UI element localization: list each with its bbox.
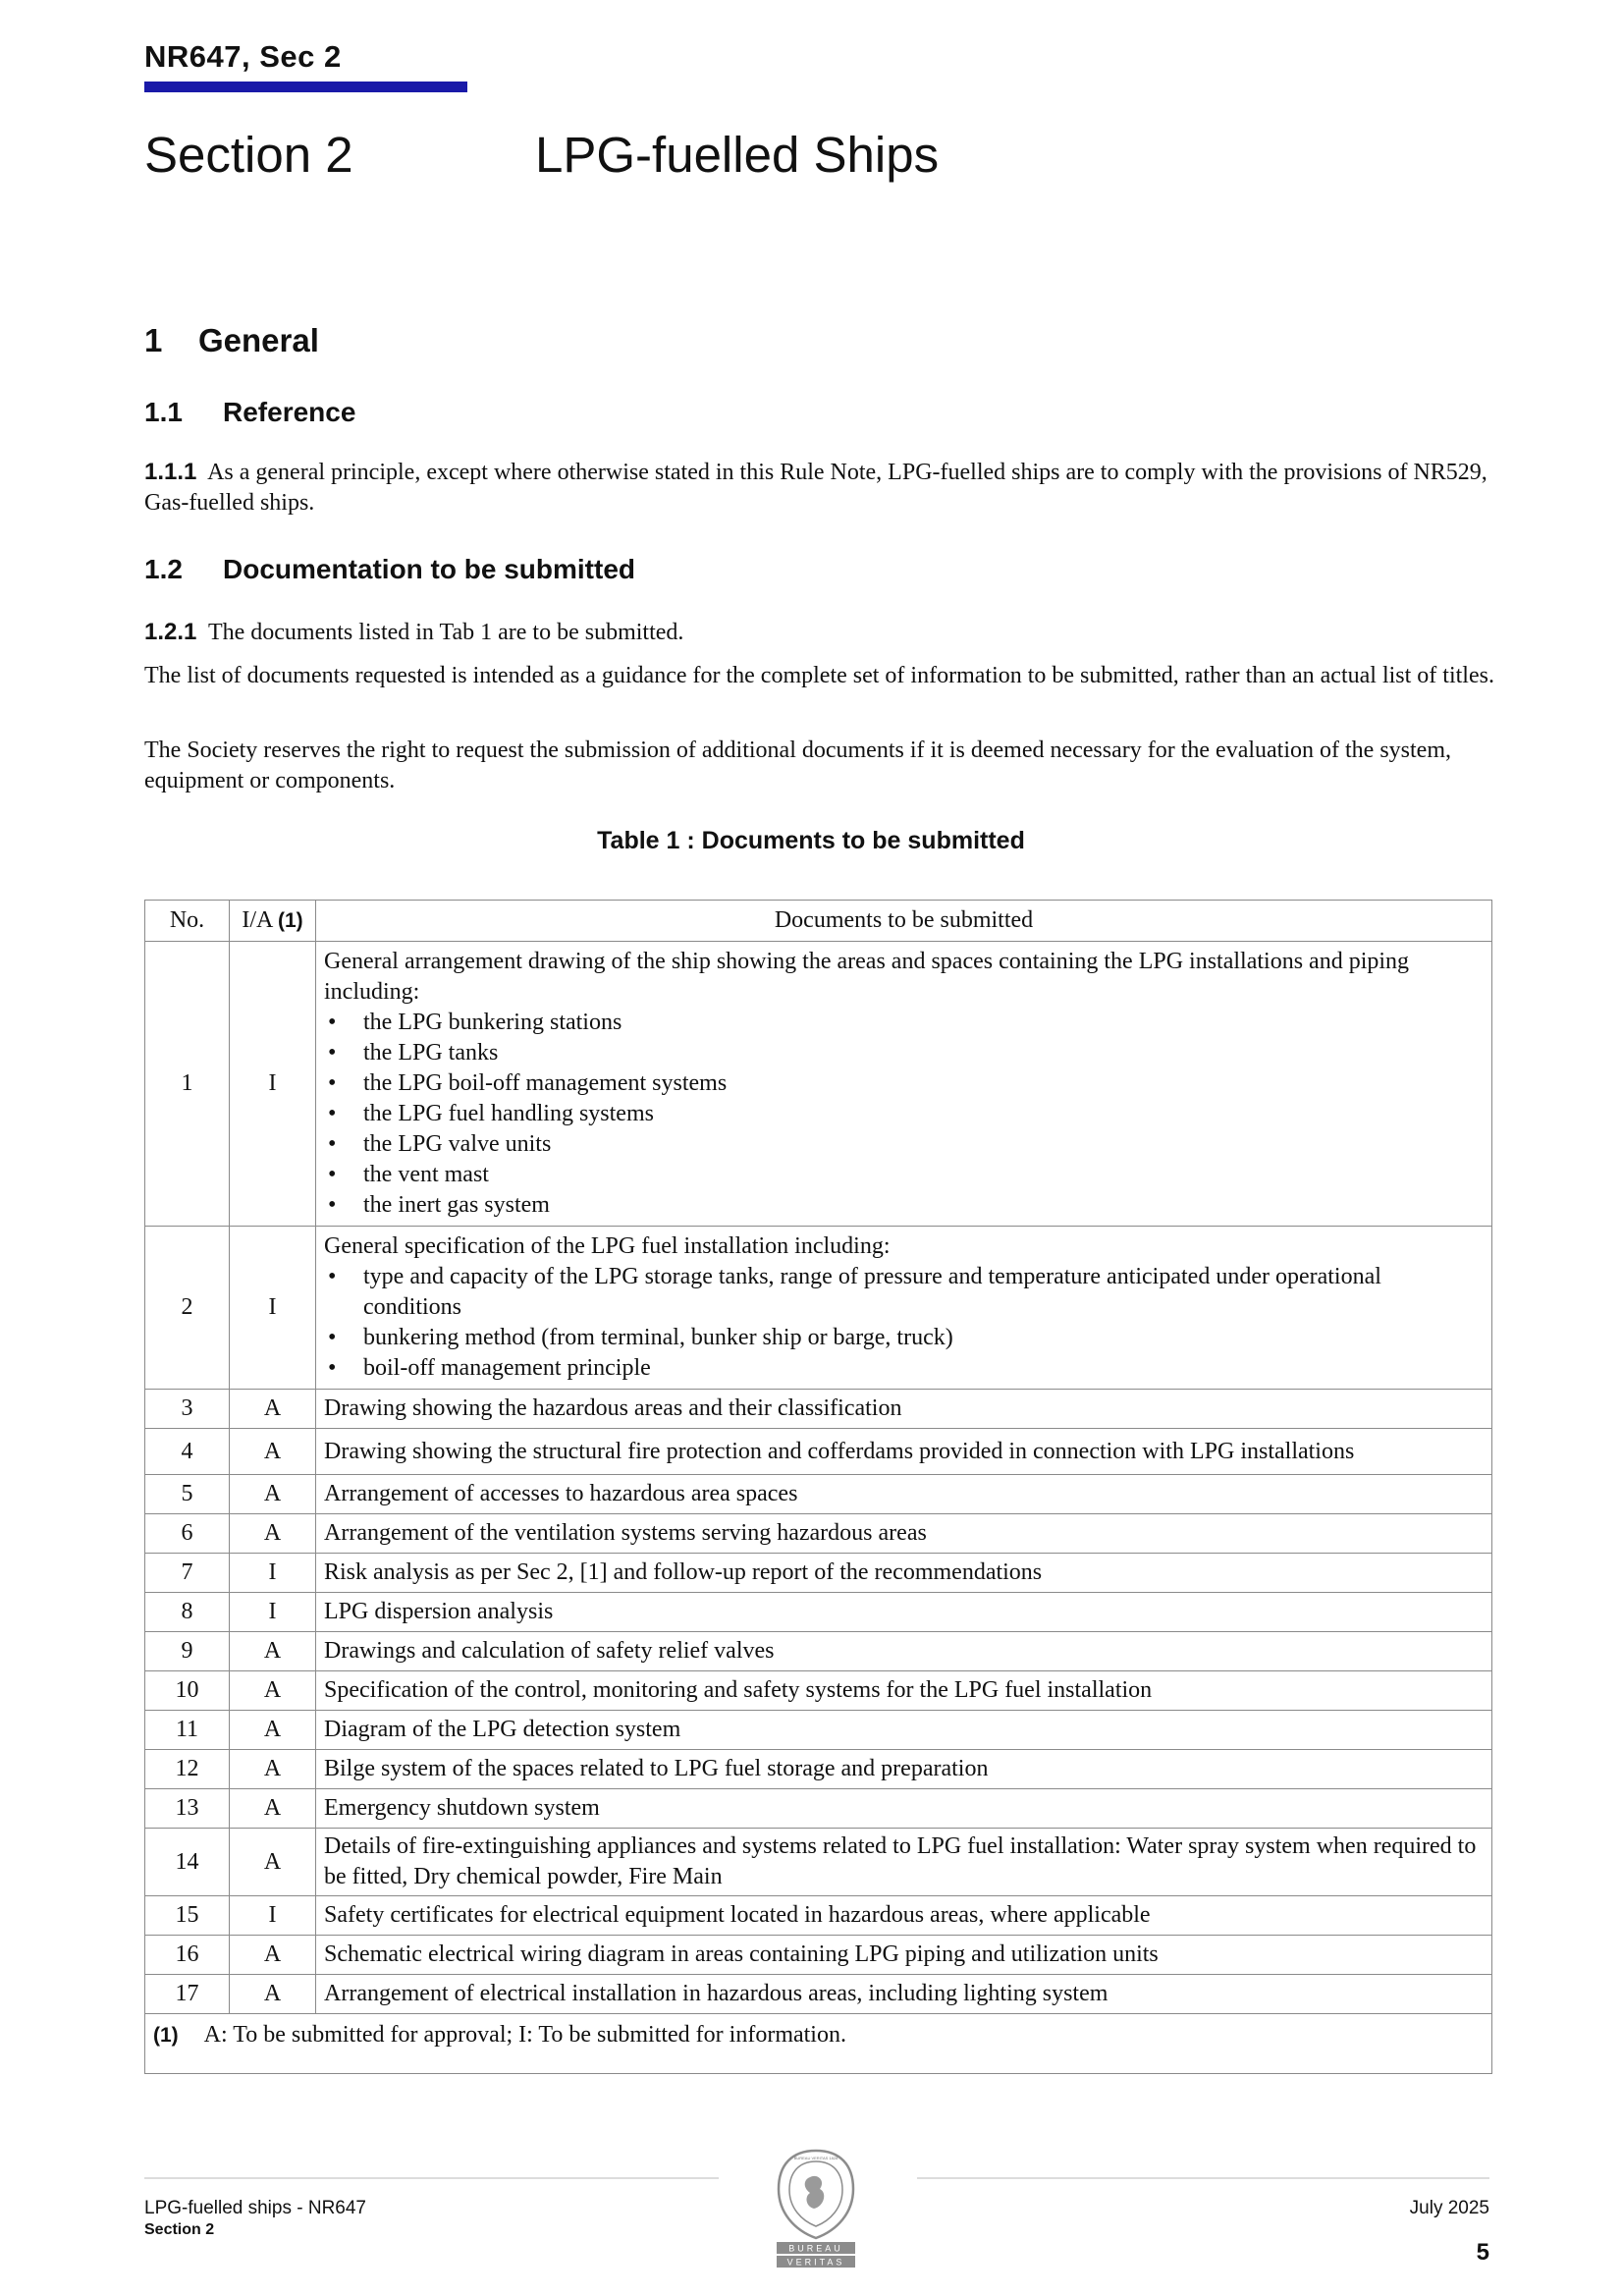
row-ia: A (230, 1829, 316, 1896)
footer-section: Section 2 (144, 2221, 215, 2238)
row-desc: Risk analysis as per Sec 2, [1] and follow-up report of the recommendations (316, 1554, 1492, 1593)
row-ia: I (230, 1554, 316, 1593)
row-no: 6 (145, 1514, 230, 1554)
row-ia: I (230, 1593, 316, 1632)
note-text: A: To be submitted for approval; I: To be submitted for information. (203, 2022, 846, 2048)
table-row (145, 1227, 1492, 1390)
row-desc: Specification of the control, monitoring and safety systems for the LPG fuel installation (316, 1671, 1492, 1711)
row-no: 2 (145, 1227, 230, 1390)
row-no: 8 (145, 1593, 230, 1632)
heading-general (144, 322, 319, 359)
paragraph-1-2-1 (144, 617, 1494, 648)
paragraph-ref: 1.1.1 (144, 459, 197, 485)
row-desc: Drawings and calculation of safety relief valves (316, 1632, 1492, 1671)
list-item: • the LPG tanks (324, 1038, 1484, 1068)
col-header-no: No. (145, 901, 230, 942)
row-desc: Details of fire-extinguishing appliances and systems related to LPG fuel installation: Water spray system when required to be fitted, Dry chemical powder, Fire Main (316, 1829, 1492, 1896)
table-header-row (145, 901, 1492, 942)
heading-number: 1.1 (144, 397, 183, 427)
table-row (145, 1789, 1492, 1829)
row-desc: Schematic electrical wiring diagram in areas containing LPG piping and utilization units (316, 1936, 1492, 1975)
row-no: 5 (145, 1475, 230, 1514)
row-text: General specification of the LPG fuel installation including: (324, 1233, 891, 1259)
table-row (145, 1711, 1492, 1750)
row-no: 17 (145, 1975, 230, 2014)
heading-text: Documentation to be submitted (223, 554, 635, 584)
paragraph-guidance: The list of documents requested is intended as a guidance for the complete set of information to be submitted, rather than an actual list of titles. (144, 663, 1494, 688)
col-header-ia-text: I/A (242, 907, 272, 933)
row-no: 14 (145, 1829, 230, 1896)
table-note (145, 2014, 1492, 2074)
row-desc: Arrangement of the ventilation systems serving hazardous areas (316, 1514, 1492, 1554)
table-row (145, 1750, 1492, 1789)
row-desc (316, 942, 1492, 1227)
list-item: • the vent mast (324, 1160, 1484, 1190)
documents-table (144, 900, 1492, 2074)
col-header-ia-note: (1) (278, 909, 303, 932)
table-caption: Table 1 : Documents to be submitted (597, 827, 1025, 854)
row-no: 16 (145, 1936, 230, 1975)
row-no: 10 (145, 1671, 230, 1711)
list-item: • type and capacity of the LPG storage tanks, range of pressure and temperature anticipated under operational conditions (324, 1262, 1484, 1323)
list-item: • the inert gas system (324, 1190, 1484, 1221)
row-ia: A (230, 1711, 316, 1750)
row-ia: I (230, 1896, 316, 1936)
row-ia: A (230, 1671, 316, 1711)
row-ia: A (230, 1750, 316, 1789)
row-no: 11 (145, 1711, 230, 1750)
row-desc: Arrangement of accesses to hazardous area spaces (316, 1475, 1492, 1514)
table-row (145, 1829, 1492, 1896)
row-no: 12 (145, 1750, 230, 1789)
row-desc: Drawing showing the hazardous areas and their classification (316, 1390, 1492, 1429)
row-ia: A (230, 1514, 316, 1554)
page-number: 5 (1476, 2239, 1489, 2266)
row-no: 4 (145, 1429, 230, 1475)
row-no: 7 (145, 1554, 230, 1593)
table-row (145, 1896, 1492, 1936)
row-no: 15 (145, 1896, 230, 1936)
row-ia: A (230, 1632, 316, 1671)
heading-number: 1.2 (144, 554, 183, 584)
row-no: 9 (145, 1632, 230, 1671)
row-ia: A (230, 1429, 316, 1475)
list-item: • the LPG fuel handling systems (324, 1099, 1484, 1129)
table-row (145, 1514, 1492, 1554)
heading-text: Reference (223, 397, 356, 427)
row-desc: Diagram of the LPG detection system (316, 1711, 1492, 1750)
table-row (145, 1936, 1492, 1975)
row-no: 1 (145, 942, 230, 1227)
list-item: • the LPG bunkering stations (324, 1008, 1484, 1038)
list-item: • bunkering method (from terminal, bunker ship or barge, truck) (324, 1323, 1484, 1353)
row-desc: LPG dispersion analysis (316, 1593, 1492, 1632)
logo-text-top: BUREAU (788, 2243, 843, 2254)
paragraph-ref: 1.2.1 (144, 619, 197, 645)
row-ia: I (230, 942, 316, 1227)
paragraph-text: The documents listed in Tab 1 are to be submitted. (207, 620, 684, 645)
row-no: 3 (145, 1390, 230, 1429)
row-ia: A (230, 1789, 316, 1829)
col-header-docs: Documents to be submitted (316, 901, 1492, 942)
table-row (145, 1975, 1492, 2014)
note-tag: (1) (153, 2024, 179, 2047)
row-desc: Emergency shutdown system (316, 1789, 1492, 1829)
paragraph-text: As a general principle, except where otherwise stated in this Rule Note, LPG-fuelled ships are to comply with the provisions of NR529, Gas-fuelled ships. (144, 460, 1487, 516)
footer-date: July 2025 (1409, 2198, 1489, 2218)
table-row (145, 1593, 1492, 1632)
table-row (145, 1554, 1492, 1593)
footer-rule-left (144, 2177, 719, 2179)
table-row (145, 942, 1492, 1227)
logo-text-bottom: VERITAS (786, 2257, 845, 2268)
paragraph-reserve: The Society reserves the right to request the submission of additional documents if it is deemed necessary for the evaluation of the system, equipment or components. (144, 738, 1451, 793)
section-number: Section 2 (144, 127, 353, 183)
row-ia: A (230, 1390, 316, 1429)
paragraph-1-1-1 (144, 457, 1494, 519)
table-row (145, 1475, 1492, 1514)
row-ia: A (230, 1936, 316, 1975)
footer-rule-right (917, 2177, 1489, 2179)
row-ia: I (230, 1227, 316, 1390)
row-desc: Drawing showing the structural fire protection and cofferdams provided in connection with LPG installations (316, 1429, 1492, 1475)
row-bullets (324, 1008, 1484, 1221)
heading-number: 1 (144, 322, 163, 358)
row-desc: Arrangement of electrical installation in hazardous areas, including lighting system (316, 1975, 1492, 2014)
heading-text: General (198, 322, 319, 358)
footer-doc-title: LPG-fuelled ships - NR647 (144, 2198, 366, 2218)
row-desc: Bilge system of the spaces related to LPG fuel storage and preparation (316, 1750, 1492, 1789)
table-note-row (145, 2014, 1492, 2074)
row-ia: A (230, 1975, 316, 2014)
section-title: LPG-fuelled Ships (535, 127, 940, 183)
row-desc: Safety certificates for electrical equipment located in hazardous areas, where applicable (316, 1896, 1492, 1936)
bureau-veritas-logo (767, 2148, 865, 2270)
row-desc (316, 1227, 1492, 1390)
table-row (145, 1671, 1492, 1711)
list-item: • the LPG boil-off management systems (324, 1068, 1484, 1099)
row-text: General arrangement drawing of the ship showing the areas and spaces containing the LPG installations and piping including: (324, 949, 1410, 1005)
col-header-ia (230, 901, 316, 942)
table-row (145, 1390, 1492, 1429)
table-row (145, 1632, 1492, 1671)
running-header: NR647, Sec 2 (144, 39, 342, 74)
list-item: • boil-off management principle (324, 1353, 1484, 1384)
table-row (145, 1429, 1492, 1475)
heading-reference (144, 397, 355, 428)
row-no: 13 (145, 1789, 230, 1829)
row-bullets (324, 1262, 1484, 1384)
logo-seal-text: BUREAU VERITAS 1828 (793, 2156, 838, 2160)
heading-documentation (144, 554, 635, 585)
row-ia: A (230, 1475, 316, 1514)
header-bar (144, 82, 467, 92)
list-item: • the LPG valve units (324, 1129, 1484, 1160)
